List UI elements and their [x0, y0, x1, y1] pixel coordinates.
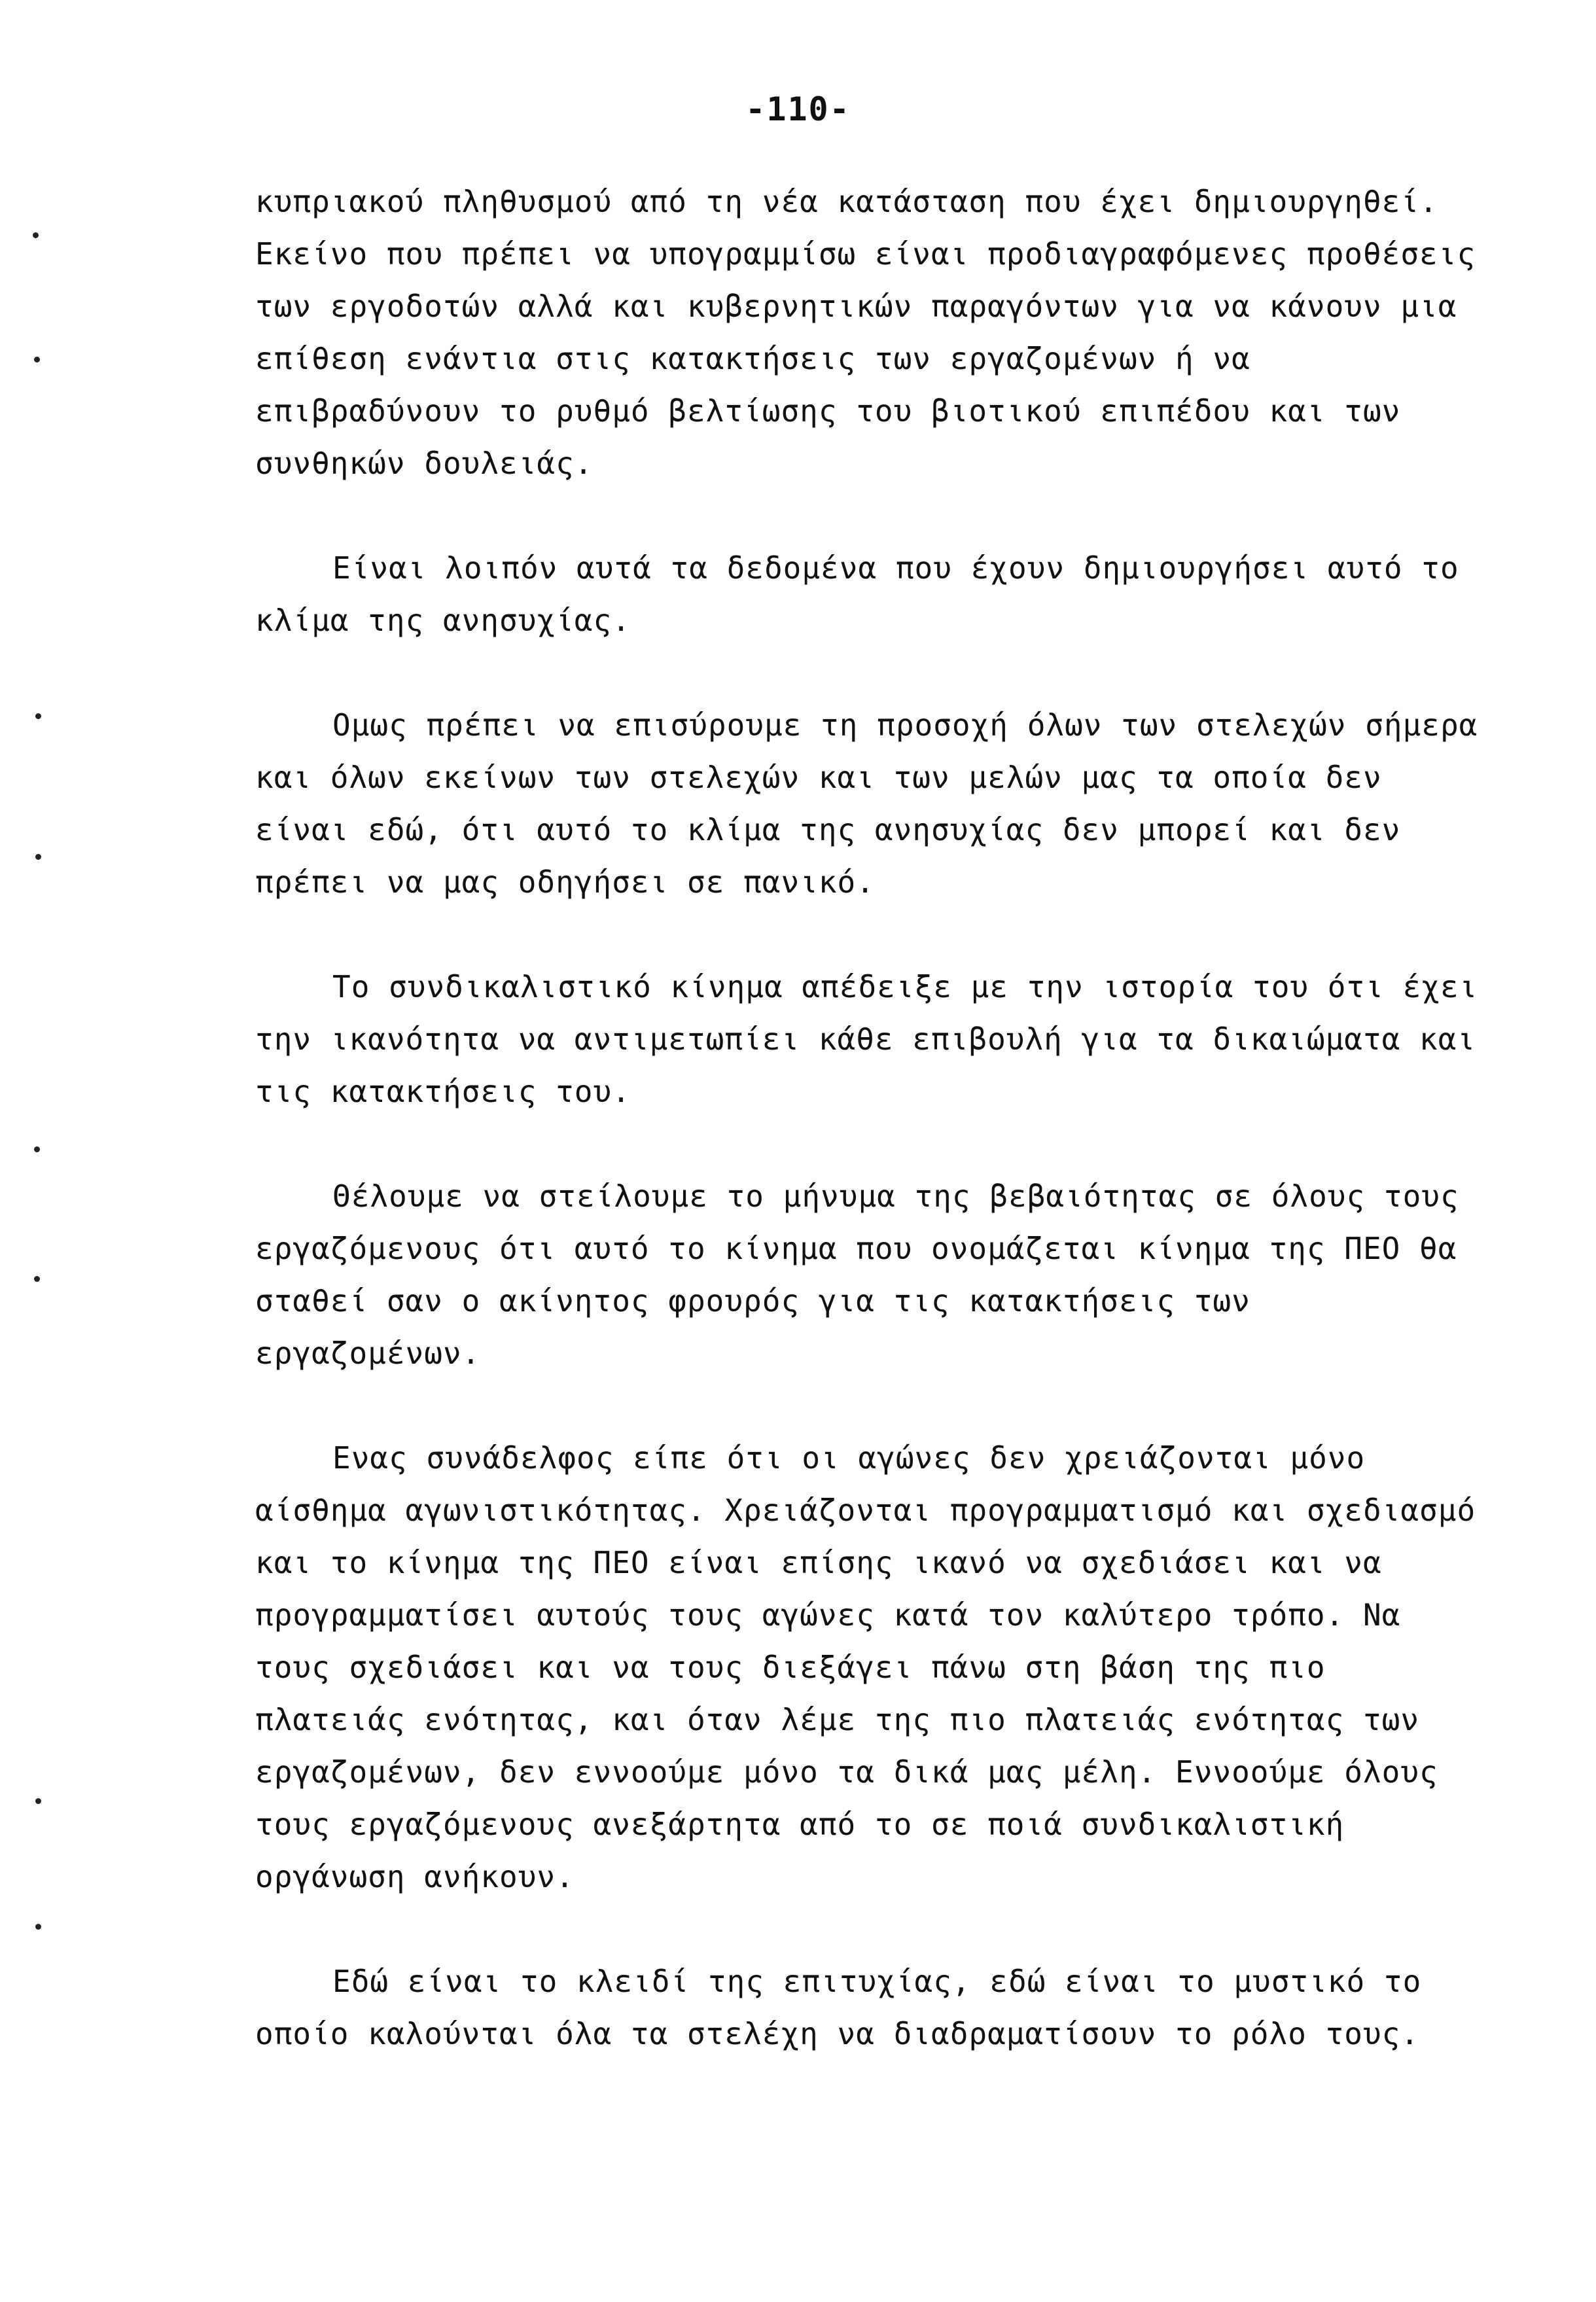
text-line: επίθεση ενάντια στις κατακτήσεις των εργαζομένων ή να — [255, 341, 1250, 376]
text-line: συνθηκών δουλειάς. — [255, 446, 594, 481]
scan-speck — [34, 1146, 40, 1152]
paragraph — [255, 699, 1478, 908]
text-line: επιβραδύνουν το ρυθμό βελτίωσης του βιοτικού επιπέδου και των — [255, 393, 1401, 429]
paragraph — [255, 175, 1476, 489]
text-line: Ενας συνάδελφος είπε ότι οι αγώνες δεν χρειάζονται μόνο — [332, 1440, 1366, 1476]
text-line: σταθεί σαν ο ακίνητος φρουρός για τις κατακτήσεις των — [255, 1283, 1250, 1319]
text-line: Εδώ είναι το κλειδί της επιτυχίας, εδώ είναι το μυστικό το — [332, 1964, 1422, 1999]
text-line: των εργοδοτών αλλά και κυβερνητικών παραγόντων για να κάνουν μια — [255, 289, 1457, 324]
text-line: και όλων εκείνων των στελεχών και των μελών μας τα οποία δεν — [255, 760, 1382, 795]
text-line: οργάνωση ανήκουν. — [255, 1859, 575, 1894]
paragraph — [255, 1170, 1459, 1379]
scan-speck — [35, 713, 41, 719]
text-line: οποίο καλούνται όλα τα στελέχη να διαδραματίσουν το ρόλο τους. — [255, 2016, 1420, 2051]
scan-speck — [34, 1276, 40, 1282]
text-line: προγραμματίσει αυτούς τους αγώνες κατά τον καλύτερο τρόπο. Να — [255, 1597, 1401, 1633]
text-line: πρέπει να μας οδηγήσει σε πανικό. — [255, 864, 875, 900]
text-line: πλατειάς ενότητας, και όταν λέμε της πιο πλατειάς ενότητας των — [255, 1702, 1420, 1737]
scan-speck — [35, 854, 41, 860]
text-line: την ικανότητα να αντιμετωπίει κάθε επιβουλή για τα δικαιώματα και — [255, 1021, 1476, 1057]
scan-speck — [35, 1798, 41, 1804]
text-line: εργαζομένων, δεν εννοούμε μόνο τα δικά μας μέλη. Εννοούμε όλους — [255, 1754, 1438, 1790]
text-line: εργαζόμενους ότι αυτό το κίνημα που ονομάζεται κίνημα της ΠΕΟ θα — [255, 1231, 1457, 1266]
text-line: εργαζομένων. — [255, 1336, 481, 1371]
paragraph — [255, 542, 1459, 646]
page-number: -110- — [745, 90, 851, 128]
text-line: αίσθημα αγωνιστικότητας. Χρειάζονται προγραμματισμό και σχεδιασμό — [255, 1493, 1476, 1528]
text-line: και το κίνημα της ΠΕΟ είναι επίσης ικανό να σχεδιάσει και να — [255, 1545, 1382, 1580]
text-line: Θέλουμε να στείλουμε το μήνυμα της βεβαιότητας σε όλους τους — [332, 1178, 1459, 1214]
paragraph — [255, 1432, 1476, 1903]
scan-speck — [34, 357, 40, 363]
text-line: Εκείνο που πρέπει να υπογραμμίσω είναι προδιαγραφόμενες προθέσεις — [255, 236, 1476, 272]
text-line: τις κατακτήσεις του. — [255, 1074, 631, 1109]
text-line: τους εργαζόμενους ανεξάρτητα από το σε ποιά συνδικαλιστική — [255, 1807, 1345, 1842]
text-line: Το συνδικαλιστικό κίνημα απέδειξε με την ιστορία του ότι έχει — [332, 969, 1478, 1004]
text-line: κλίμα της ανησυχίας. — [255, 603, 631, 638]
paragraph — [255, 1955, 1422, 2060]
text-line: κυπριακού πληθυσμού από τη νέα κατάσταση που έχει δημιουργηθεί. — [255, 184, 1438, 219]
paragraph — [255, 961, 1478, 1118]
document-body — [255, 175, 1478, 2112]
scan-speck — [33, 232, 39, 238]
text-line: είναι εδώ, ότι αυτό το κλίμα της ανησυχίας δεν μπορεί και δεν — [255, 812, 1401, 847]
text-line: Ομως πρέπει να επισύρουμε τη προσοχή όλων των στελεχών σήμερα — [332, 707, 1478, 743]
text-line: τους σχεδιάσει και να τους διεξάγει πάνω στη βάση της πιο — [255, 1650, 1326, 1685]
text-line: Είναι λοιπόν αυτά τα δεδομένα που έχουν δημιουργήσει αυτό το — [332, 550, 1459, 586]
scan-speck — [35, 1924, 41, 1930]
